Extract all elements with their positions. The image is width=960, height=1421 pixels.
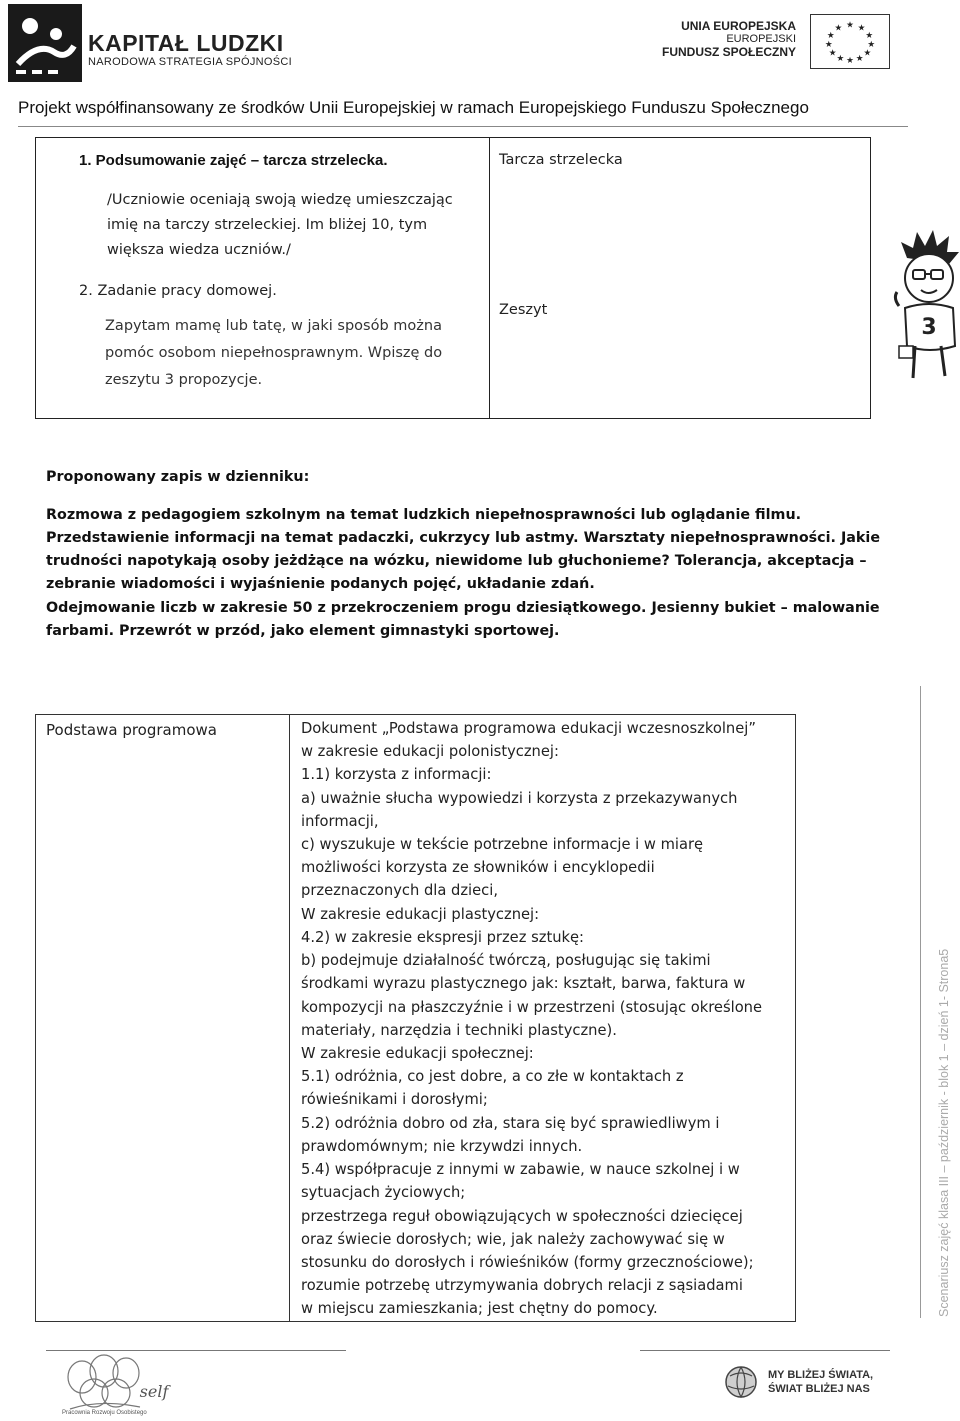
curriculum-line: W zakresie edukacji społecznej: [301,1045,534,1062]
activity-2-desc-line: Zapytam mamę lub tatę, w jaki sposób można [105,318,442,334]
curriculum-line: 5.4) współpracuje z innymi w zabawie, w nauce szkolnej i w [301,1161,740,1178]
journal-line: Odejmowanie liczb w zakresie 50 z przekroczeniem progu dziesiątkowego. Jesienny bukiet – malowanie [46,600,880,616]
eu-line-1: UNIA EUROPEJSKA [681,19,796,33]
side-divider [920,686,921,1318]
curriculum-line: 4.2) w zakresie ekspresji przez sztukę: [301,929,584,946]
activity-1-desc-line: większa wiedza uczniów./ [107,242,291,258]
eu-line-2: EUROPEJSKI [726,33,796,45]
svg-text:★: ★ [828,48,837,59]
globe-logo-icon [722,1362,760,1402]
footer-divider-left [46,1350,346,1351]
journal-line: zebranie wiadomości i wyjaśnienie podanych pojęć, układanie zdań. [46,576,595,592]
svg-text:★: ★ [865,31,874,42]
journal-line: farbami. Przewrót w przód, jako element gimnastyki sportowej. [46,623,560,639]
curriculum-line: kompozycji na płaszczyźnie i w przestrzeni (stosując określone [301,999,763,1016]
curriculum-line: prawdomównym; nie krzywdzi innych. [301,1138,583,1155]
footer-slogan-line-1: MY BLIŻEJ ŚWIATA, [768,1369,874,1381]
eu-flag-icon [810,14,890,69]
activity-2-title: 2. Zadanie pracy domowej. [79,283,277,299]
curriculum-line: stosunku do dorosłych i rówieśników (formy grzecznościowe); [301,1254,754,1271]
curriculum-line: możliwości korzysta ze słowników i encyklopedii [301,859,655,876]
mascot-number: 3 [921,315,937,340]
logo-subtitle: NARODOWA STRATEGIA SPÓJNOŚCI [88,56,292,68]
self-logo-caption: Pracownia Rozwoju Osobistego [62,1410,147,1416]
footer-slogan [768,1368,873,1396]
footer-slogan-line-2: ŚWIAT BLIŻEJ NAS [768,1383,870,1395]
activity-2-desc-line: zeszytu 3 propozycje. [105,372,263,388]
curriculum-line: przestrzega reguł obowiązujących w społeczności dziecięcej [301,1208,743,1225]
header-divider [18,126,908,127]
footer-divider-right [640,1350,890,1351]
resource-target: Tarcza strzelecka [499,152,623,168]
curriculum-line: informacji, [301,813,379,830]
svg-text:★: ★ [867,39,876,50]
curriculum-line: przeznaczonych dla dzieci, [301,882,498,899]
curriculum-line: 5.2) odróżnia dobro od zła, stara się być sprawiedliwym i [301,1115,720,1132]
journal-heading: Proponowany zapis w dzienniku: [46,469,310,485]
student-mascot-icon [893,228,960,383]
journal-line: Przedstawienie informacji na temat padaczki, cukrzycy lub astmy. Warsztaty niepełnosprawności. Jakie [46,530,881,546]
journal-line: Rozmowa z pedagogiem szkolnym na temat ludzkich niepełnosprawności lub oglądanie filmu. [46,507,802,523]
svg-text:★: ★ [836,54,845,65]
svg-text:★: ★ [834,23,843,34]
eu-logo-text [662,20,796,59]
curriculum-line: W zakresie edukacji plastycznej: [301,906,540,923]
activities-table [35,137,871,419]
svg-text:★: ★ [846,56,854,67]
curriculum-line: 5.1) odróżnia, co jest dobre, a co złe w kontaktach z [301,1068,684,1085]
curriculum-line: sytuacjach życiowych; [301,1184,466,1201]
self-logo-text: self [139,1382,169,1401]
kapital-ludzki-logo-icon [8,4,82,82]
table-column-divider [289,715,290,1321]
svg-text:★: ★ [846,20,854,31]
svg-text:★: ★ [824,39,833,50]
logo-title: KAPITAŁ LUDZKI [88,30,284,56]
svg-text:★: ★ [863,48,872,59]
activity-2-desc-line: pomóc osobom niepełnosprawnym. Wpiszę do [105,345,443,361]
side-page-footer: Scenariusz zajęć klasa III – październik - blok 1 – dzień 1- Strona5 [937,948,951,1317]
curriculum-line: rówieśnikami i dorosłymi; [301,1091,488,1108]
cofinance-statement: Projekt współfinansowany ze środków Unii Europejskiej w ramach Europejskiego Funduszu Społecznego [18,98,809,117]
resource-notebook: Zeszyt [499,302,548,318]
curriculum-line: w miejscu zamieszkania; jest chętny do pomocy. [301,1300,658,1317]
curriculum-line: Dokument „Podstawa programowa edukacji wczesnoszkolnej” [301,720,756,737]
curriculum-line: materiały, narzędzia i techniki plastyczne). [301,1022,617,1039]
curriculum-line: środkami wyrazu plastycznego jak: kształt, barwa, faktura w [301,975,746,992]
svg-text:★: ★ [857,23,866,34]
activity-1-desc-line: /Uczniowie oceniają swoją wiedzę umieszczając [107,192,453,208]
svg-text:★: ★ [855,54,864,65]
curriculum-table [35,714,796,1322]
curriculum-line: w zakresie edukacji polonistycznej: [301,743,559,760]
eu-line-3: FUNDUSZ SPOŁECZNY [661,45,796,59]
journal-line: trudności napotykają osoby jeżdżące na wózku, niewidome lub głuchonieme? Tolerancja, akceptacja – [46,553,867,569]
curriculum-line: 1.1) korzysta z informacji: [301,766,492,783]
curriculum-label: Podstawa programowa [46,721,217,739]
curriculum-line: a) uważnie słucha wypowiedzi i korzysta z przekazywanych [301,790,738,807]
activity-1-desc-line: imię na tarczy strzeleckiej. Im bliżej 10, tym [107,217,428,233]
activity-1-title: 1. Podsumowanie zajęć – tarcza strzelecka. [79,152,388,169]
curriculum-line: rozumie potrzebę utrzymywania dobrych relacji z sąsiadami [301,1277,743,1294]
table-column-divider [489,138,490,418]
curriculum-line: b) podejmuje działalność twórczą, posługując się takimi [301,952,711,969]
curriculum-line: oraz świecie dorosłych; wie, jak należy zachowywać się w [301,1231,725,1248]
curriculum-line: c) wyszukuje w tekście potrzebne informacje i w miarę [301,836,704,853]
page-header [0,0,960,132]
svg-text:★: ★ [826,31,835,42]
